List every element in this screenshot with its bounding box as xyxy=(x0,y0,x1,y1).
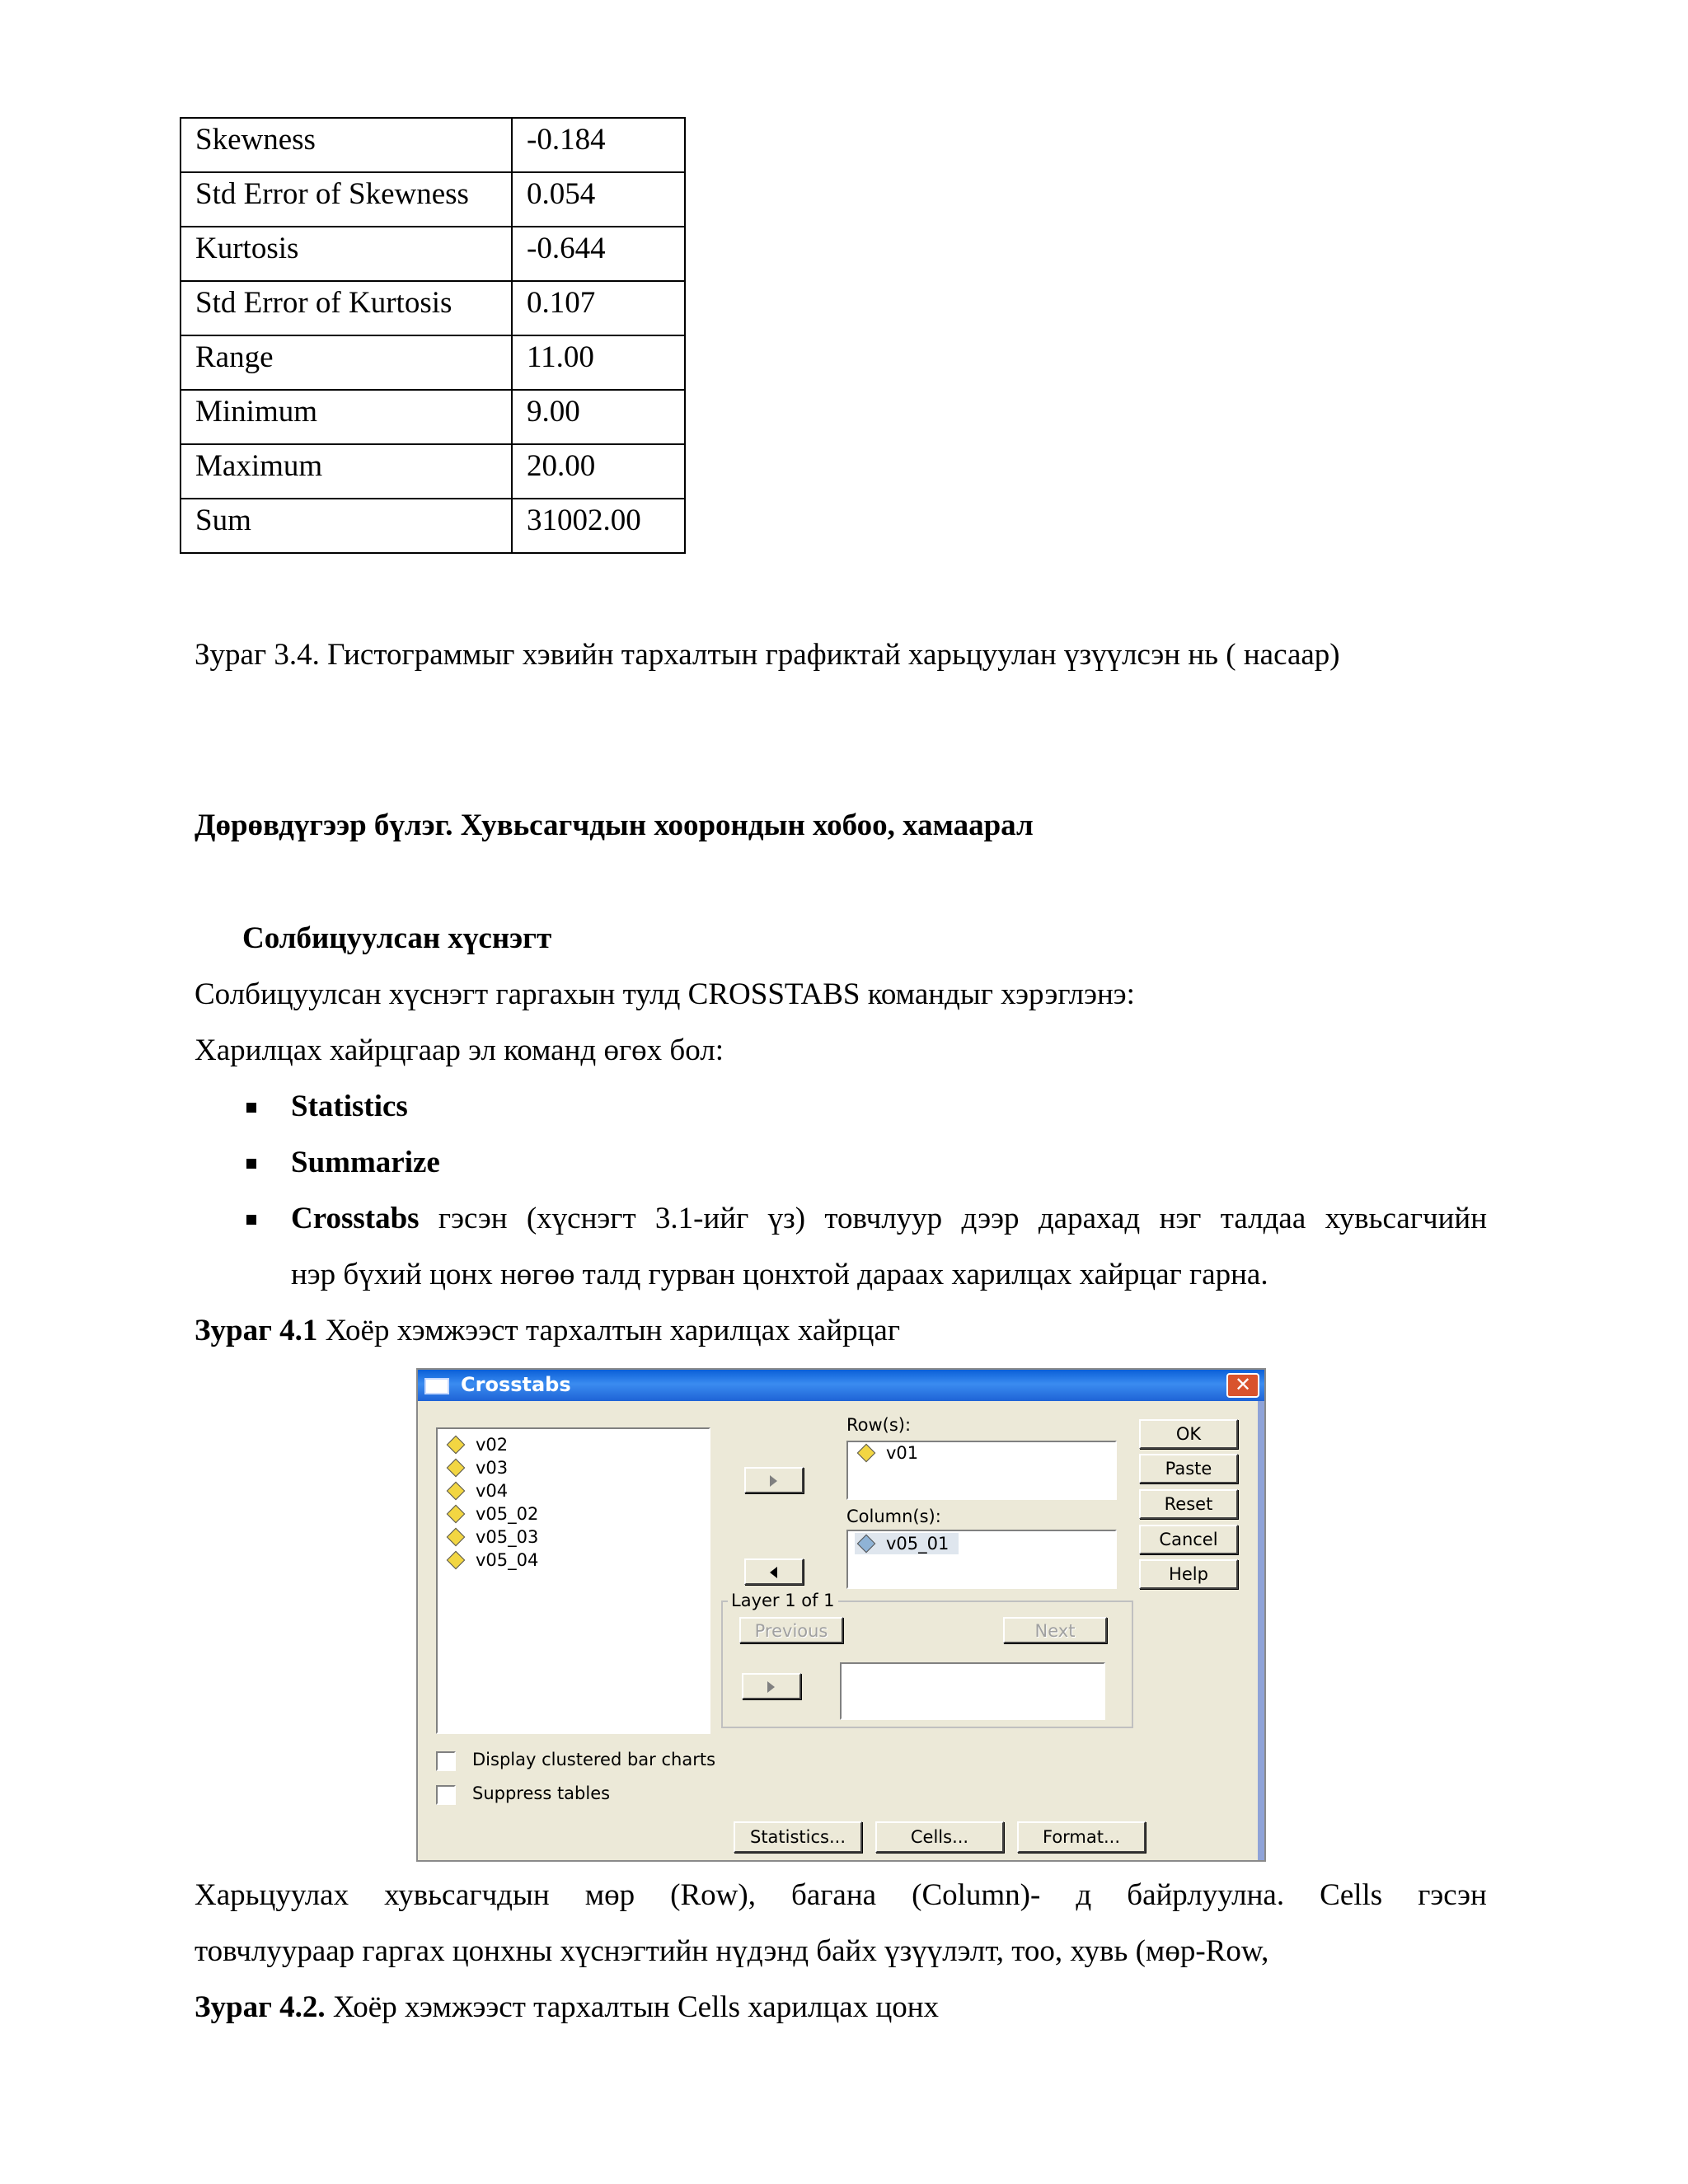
stat-label: Minimum xyxy=(181,390,512,444)
chapter-heading: Дөрөвдүгээр бүлэг. Хувьсагчдын хоорондын хобоо, хамаарал xyxy=(195,808,1034,842)
table-row xyxy=(181,172,685,227)
figure-4-1-caption xyxy=(195,1313,900,1349)
scale-variable-icon xyxy=(444,1552,467,1568)
arrow-right-icon xyxy=(767,1681,775,1693)
figure-4-1-label: Зураг 4.1 xyxy=(195,1314,318,1347)
layer-label: Layer 1 of 1 xyxy=(728,1591,838,1610)
bullet-marker xyxy=(246,1215,256,1225)
arrow-left-icon xyxy=(770,1567,777,1578)
ok-button[interactable]: OK xyxy=(1139,1419,1238,1449)
reset-button[interactable]: Reset xyxy=(1139,1489,1238,1519)
figure-4-2-caption xyxy=(195,1990,939,2026)
clustered-bar-checkbox[interactable] xyxy=(436,1751,456,1771)
stat-label: Sum xyxy=(181,499,512,553)
crosstabs-bold: Crosstabs xyxy=(291,1202,420,1235)
suppress-tables-label: Suppress tables xyxy=(472,1783,611,1803)
close-button[interactable]: ✕ xyxy=(1226,1373,1259,1398)
list-item[interactable] xyxy=(855,1442,918,1464)
table-row xyxy=(181,227,685,281)
suppress-tables-checkbox[interactable] xyxy=(436,1785,456,1805)
list-item[interactable] xyxy=(444,1503,538,1525)
scale-variable-icon xyxy=(444,1529,467,1545)
table-row xyxy=(181,118,685,172)
paragraph-1: Солбицуулсан хүснэгт гаргахын тулд CROSSTABS командыг хэрэглэнэ: xyxy=(195,977,1135,1011)
word: хувьсагчдын xyxy=(384,1878,550,1912)
source-variable-list[interactable] xyxy=(436,1427,710,1734)
bullet-summarize: Summarize xyxy=(291,1146,440,1179)
stat-value: 20.00 xyxy=(512,444,685,499)
word: Харьцуулах xyxy=(195,1878,349,1912)
word: багана xyxy=(791,1878,877,1912)
scale-variable-icon xyxy=(855,1445,878,1461)
scale-variable-icon xyxy=(444,1506,467,1522)
list-item[interactable] xyxy=(444,1526,538,1548)
list-item[interactable] xyxy=(444,1549,538,1571)
figure-3-4-caption: Зураг 3.4. Гистограммыг хэвийн тархалтын графиктай харьцуулан үзүүлсэн нь ( насаар) xyxy=(195,638,1340,672)
cancel-button[interactable]: Cancel xyxy=(1139,1525,1238,1554)
figure-4-2-text: Хоёр хэмжээст тархалтын Cells харилцах цонх xyxy=(325,1990,940,2024)
column-variable: v05_01 xyxy=(886,1534,950,1554)
move-to-layer-button[interactable] xyxy=(742,1673,801,1699)
bullet-marker xyxy=(246,1159,256,1169)
crosstabs-dialog xyxy=(416,1368,1266,1862)
paragraph-2: Харилцах хайрцгаар эл команд өгөх бол: xyxy=(195,1033,724,1067)
variable-name: v02 xyxy=(476,1435,509,1455)
paste-button[interactable]: Paste xyxy=(1139,1454,1238,1483)
word: д xyxy=(1076,1878,1092,1912)
dialog-titlebar[interactable] xyxy=(418,1370,1264,1401)
list-item[interactable] xyxy=(444,1480,508,1502)
stat-value: -0.644 xyxy=(512,227,685,281)
scale-variable-icon xyxy=(444,1460,467,1476)
word: гэсэн xyxy=(1418,1878,1487,1912)
layer-list[interactable] xyxy=(840,1662,1105,1720)
stat-value: 0.054 xyxy=(512,172,685,227)
move-to-rows-button[interactable] xyxy=(744,1467,804,1493)
format-button[interactable]: Format... xyxy=(1017,1821,1146,1853)
statistics-table xyxy=(180,117,686,554)
table-row xyxy=(181,444,685,499)
help-button[interactable]: Help xyxy=(1139,1559,1238,1589)
previous-button[interactable]: Previous xyxy=(739,1617,843,1643)
stat-value: 11.00 xyxy=(512,335,685,390)
cells-button[interactable]: Cells... xyxy=(875,1821,1004,1853)
variable-name: v04 xyxy=(476,1481,509,1501)
section-heading: Солбицуулсан хүснэгт xyxy=(242,921,552,955)
scale-variable-icon xyxy=(855,1535,878,1552)
figure-4-1-text: Хоёр хэмжээст тархалтын харилцах хайрцаг xyxy=(317,1314,901,1347)
variable-name: v05_04 xyxy=(476,1550,539,1570)
variable-name: v05_02 xyxy=(476,1504,539,1524)
clustered-bar-label: Display clustered bar charts xyxy=(472,1750,716,1769)
table-row xyxy=(181,499,685,553)
paragraph-3-line-1 xyxy=(195,1877,1487,1914)
stat-label: Std Error of Kurtosis xyxy=(181,281,512,335)
next-button[interactable]: Next xyxy=(1003,1617,1107,1643)
list-item[interactable] xyxy=(444,1434,508,1455)
window-edge xyxy=(1258,1401,1264,1862)
variable-name: v05_03 xyxy=(476,1527,539,1547)
bullet-marker xyxy=(246,1103,256,1113)
stat-label: Maximum xyxy=(181,444,512,499)
bullet-crosstabs xyxy=(291,1201,1487,1237)
word: байрлуулна. xyxy=(1127,1878,1285,1912)
word: (Row), xyxy=(670,1878,756,1912)
rows-label: Row(s): xyxy=(846,1415,912,1435)
stat-value: 31002.00 xyxy=(512,499,685,553)
word: (Column)- xyxy=(912,1878,1041,1912)
crosstabs-description: гэсэн (хүснэгт 3.1-ийг үз) товчлуур дээр дарахад нэг талдаа хувьсагчийн xyxy=(438,1202,1487,1235)
stat-label: Skewness xyxy=(181,118,512,172)
stat-value: 9.00 xyxy=(512,390,685,444)
table-row xyxy=(181,281,685,335)
columns-list[interactable] xyxy=(846,1530,1117,1589)
statistics-button[interactable]: Statistics... xyxy=(734,1821,862,1853)
columns-label: Column(s): xyxy=(846,1507,941,1526)
list-item[interactable] xyxy=(444,1457,508,1479)
variable-name: v03 xyxy=(476,1458,509,1478)
scale-variable-icon xyxy=(444,1436,467,1453)
table-row xyxy=(181,390,685,444)
row-variable: v01 xyxy=(886,1443,919,1463)
paragraph-3-line-2: товчлуураар гаргах цонхны хүснэгтийн нүдэнд байх үзүүлэлт, тоо, хувь (мөр-Row, xyxy=(195,1934,1269,1968)
word: Cells xyxy=(1320,1878,1383,1912)
bullet-crosstabs-line2: нэр бүхий цонх нөгөө талд гурван цонхтой дараах харилцах хайрцаг гарна. xyxy=(291,1258,1268,1291)
figure-4-2-label: Зураг 4.2. xyxy=(195,1990,326,2024)
arrow-right-icon xyxy=(770,1475,777,1487)
stat-value: 0.107 xyxy=(512,281,685,335)
bullet-statistics: Statistics xyxy=(291,1090,408,1123)
stat-label: Kurtosis xyxy=(181,227,512,281)
move-to-columns-button[interactable] xyxy=(744,1558,804,1585)
word: мөр xyxy=(584,1878,635,1912)
window-icon xyxy=(424,1378,449,1394)
table-row xyxy=(181,335,685,390)
stat-label: Std Error of Skewness xyxy=(181,172,512,227)
stat-value: -0.184 xyxy=(512,118,685,172)
scale-variable-icon xyxy=(444,1483,467,1499)
stat-label: Range xyxy=(181,335,512,390)
rows-list[interactable] xyxy=(846,1441,1117,1500)
dialog-title: Crosstabs xyxy=(461,1373,571,1396)
list-item-selected[interactable] xyxy=(855,1533,959,1554)
